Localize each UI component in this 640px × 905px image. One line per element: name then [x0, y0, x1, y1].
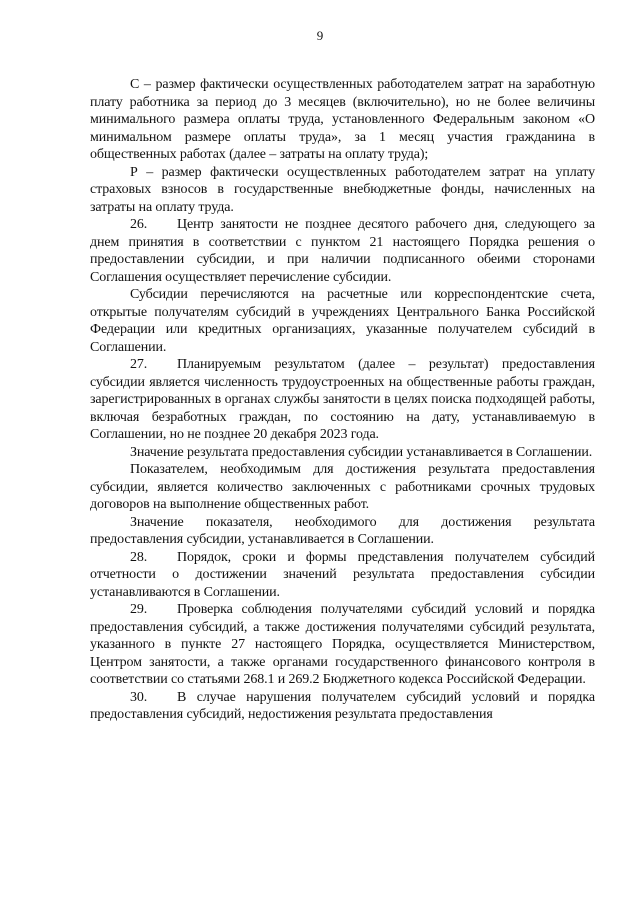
paragraph-text: В случае нарушения получателем субсидий условий и порядка предоставления субсидий, недостижения результата предоставления — [90, 689, 595, 722]
paragraph-28 — [90, 549, 595, 602]
paragraph-number: 30. — [130, 689, 148, 705]
document-body — [90, 76, 595, 724]
paragraph-number: 27. — [130, 357, 148, 372]
paragraph-text: С – размер фактически осуществленных работодателем затрат на заработную плату работника за период до 3 месяцев (включительно), но не более величины минимального размера оплаты труда, установленного Федеральным законом «О минимальном размере оплаты труда», за 1 месяц участия гражданина в общественных работах (далее – затраты на оплату труда); — [90, 77, 595, 162]
paragraph-30 — [90, 689, 595, 724]
paragraph-text: Центр занятости не позднее десятого рабочего дня, следующего за днем принятия в соответствии с пунктом 21 настоящего Порядка решения о предоставлении субсидии, и при наличии подписанного обеими сторонами Соглашения осуществляет перечисление субсидии. — [90, 217, 595, 285]
paragraph-27-indicator-value — [90, 514, 595, 549]
paragraph-c-definition — [90, 76, 595, 164]
paragraph-29 — [90, 601, 595, 689]
paragraph-text: Р – размер фактически осуществленных работодателем затрат на уплату страховых взносов в государственные внебюджетные фонды, начисленных на затраты на оплату труда. — [90, 164, 595, 215]
paragraph-text: Планируемым результатом (далее – результат) предоставления субсидии является численность трудоустроенных на общественные работы граждан, зарегистрированных в органах службы занятости в целях поиска подходящей работы, включая безработных граждан, по состоянию на дату, устанавливаемую в Соглашении, но не позднее 20 декабря 2023 года. — [90, 357, 595, 442]
paragraph-text: Показателем, необходимым для достижения результата предоставления субсидии, является количество заключенных с работниками срочных трудовых договоров на выполнение общественных работ. — [90, 462, 595, 512]
paragraph-p-definition — [90, 164, 595, 217]
paragraph-27-indicator — [90, 461, 595, 514]
paragraph-27-result-value — [90, 444, 595, 462]
paragraph-text: Значение показателя, необходимого для достижения результата предоставления субсидии, устанавливается в Соглашении. — [90, 514, 595, 547]
paragraph-text: Порядок, сроки и формы представления получателем субсидий отчетности о достижении значений результата предоставления субсидии устанавливаются в Соглашении. — [90, 549, 595, 600]
page-number: 9 — [316, 28, 324, 43]
paragraph-text: Значение результата предоставления субсидии устанавливается в Соглашении. — [130, 444, 593, 460]
paragraph-26 — [90, 216, 595, 286]
paragraph-26-accounts — [90, 286, 595, 356]
paragraph-number: 28. — [130, 549, 148, 565]
paragraph-number: 26. — [130, 217, 148, 232]
paragraph-text: Проверка соблюдения получателями субсидий условий и порядка предоставления субсидий, а также достижения получателями субсидий результата, указанного в пункте 27 настоящего Порядка, осуществляется Министерством, Центром занятости, а также органами государственного финансового контроля в соответствии со статьями 268.1 и 269.2 Бюджетного кодекса Российской Федерации. — [90, 602, 595, 687]
paragraph-text: Субсидии перечисляются на расчетные или корреспондентские счета, открытые получателям субсидий в учреждениях Центрального Банка Российской Федерации или кредитных организациях, указанные получателем субсидий в Соглашении. — [90, 287, 595, 355]
paragraph-number: 29. — [130, 602, 148, 617]
paragraph-27 — [90, 356, 595, 444]
